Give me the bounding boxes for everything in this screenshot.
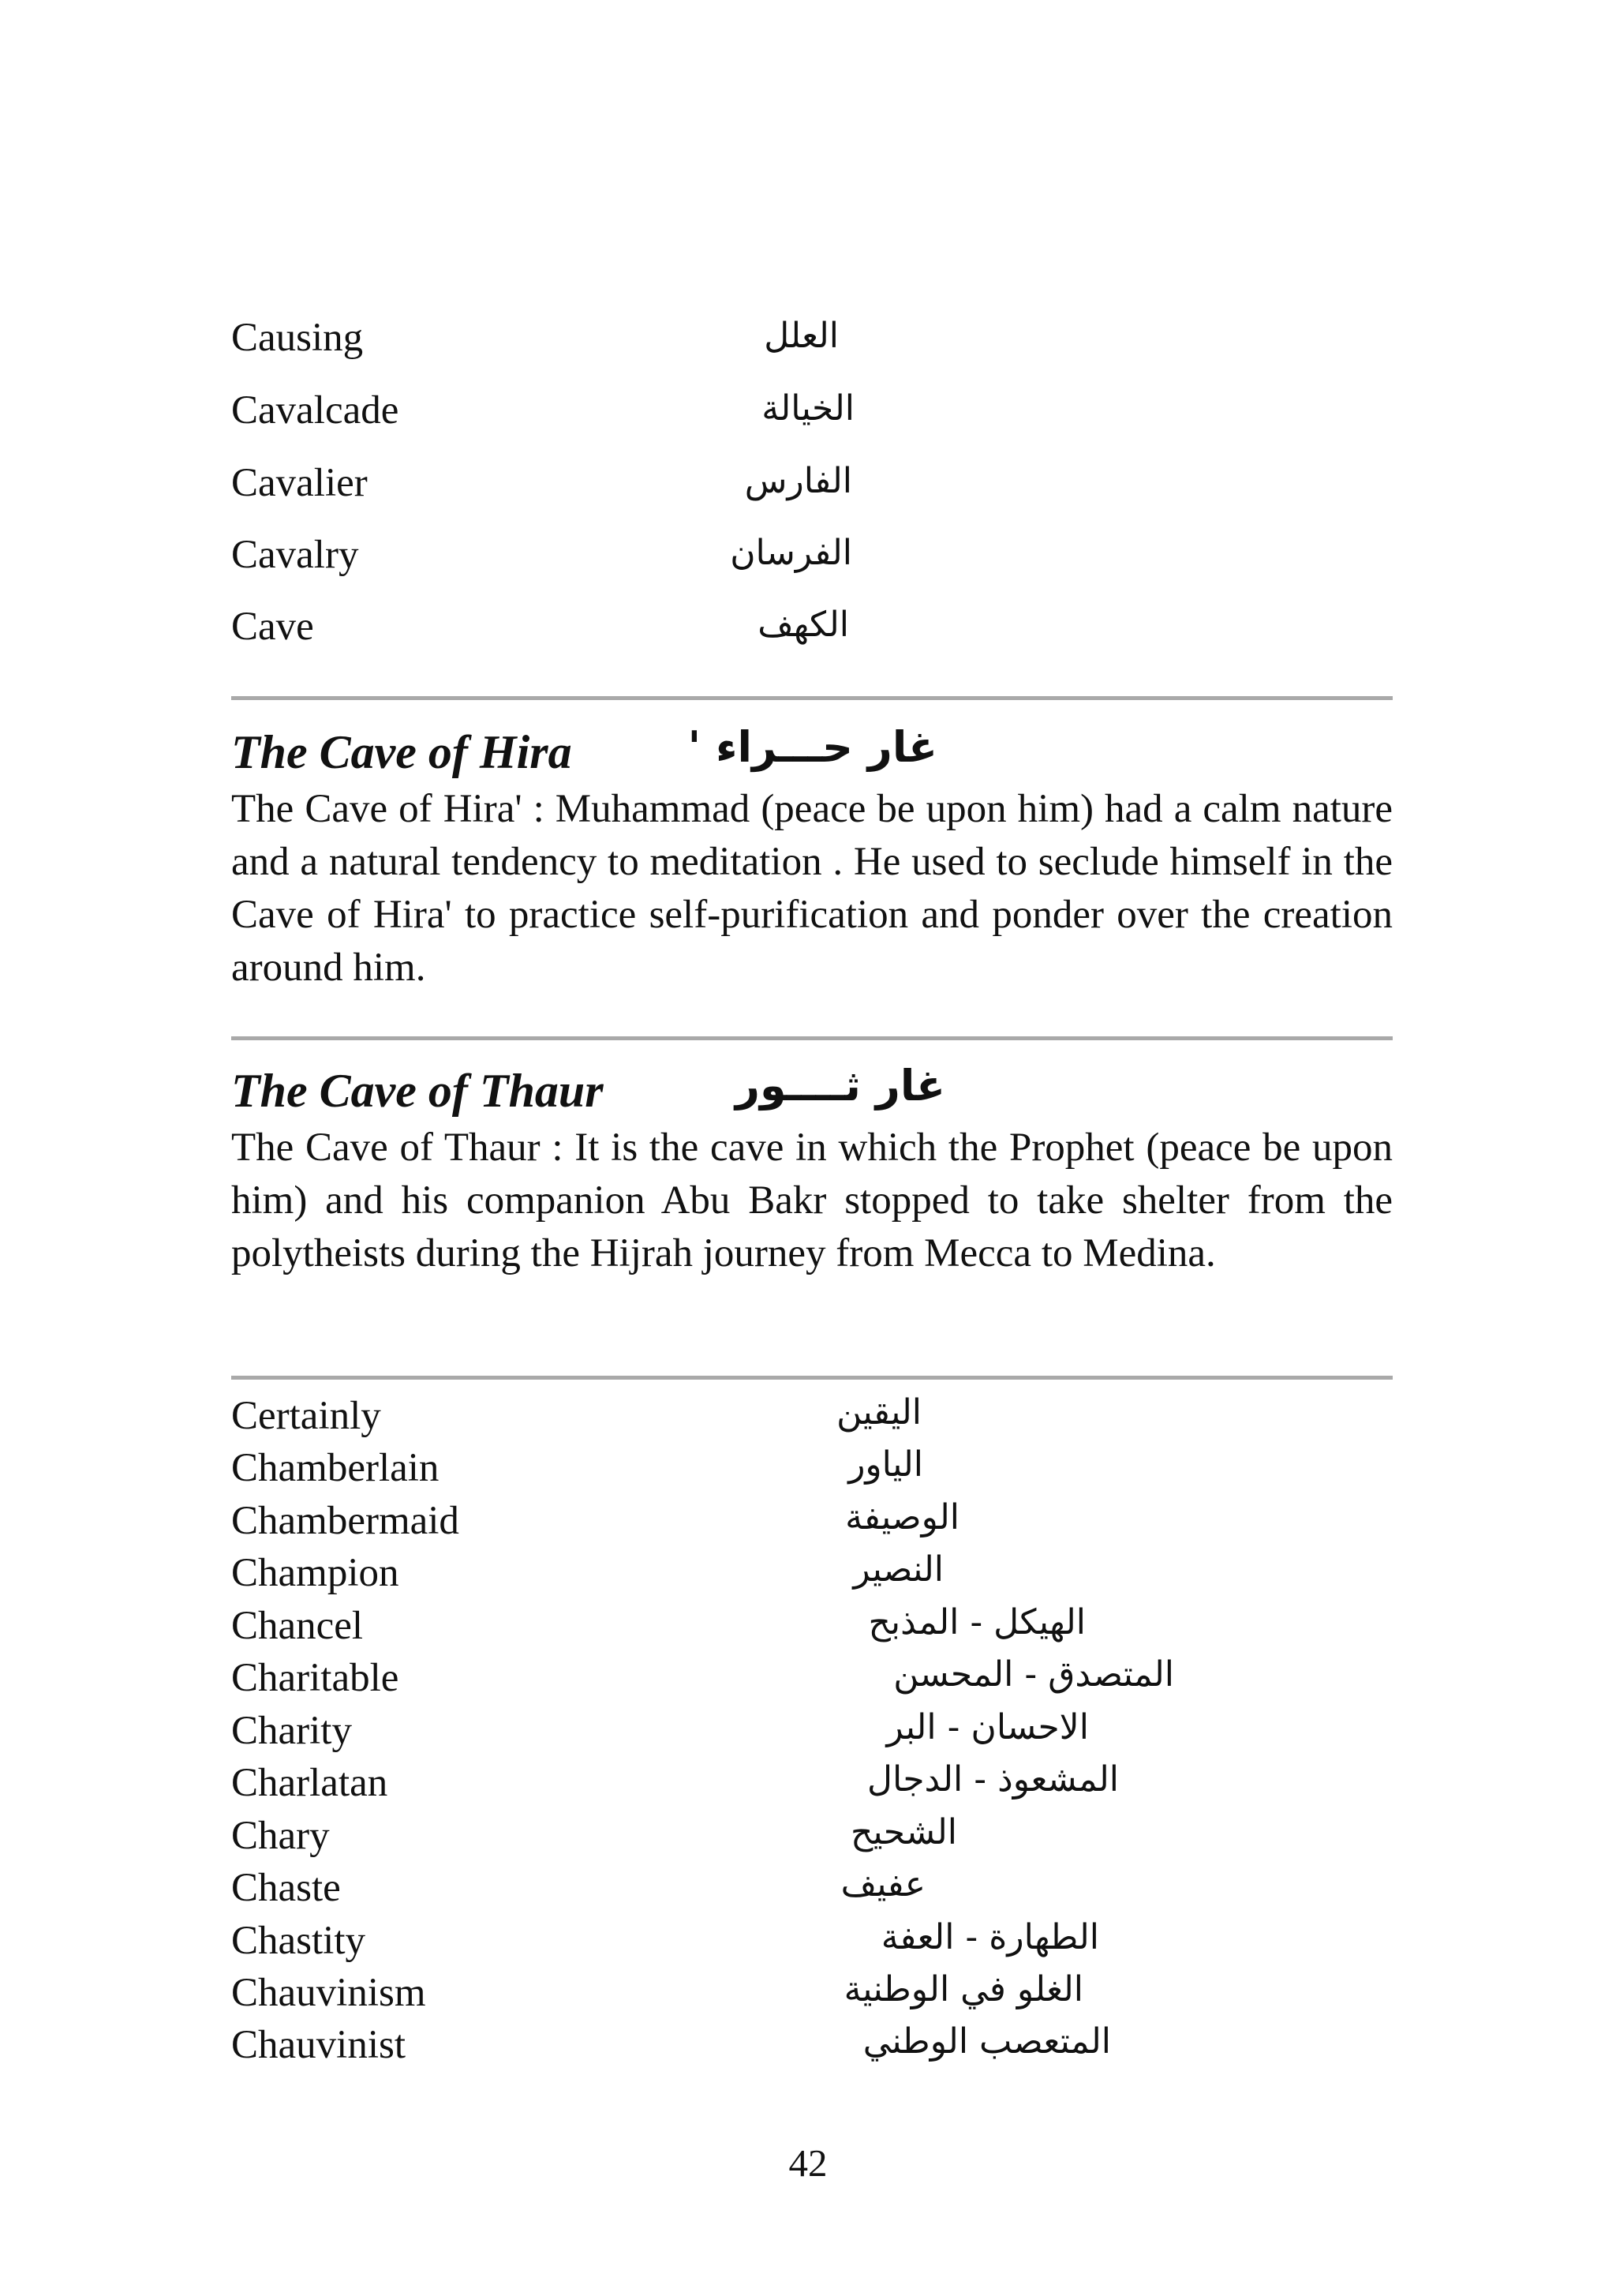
term-ar: الوصيفة bbox=[845, 1497, 960, 1538]
term-ar: الهيكل - المذبح bbox=[868, 1602, 1086, 1642]
term-ar: المتعصب الوطني bbox=[862, 2021, 1111, 2062]
term-ar: الاحسان - البر bbox=[886, 1707, 1089, 1747]
section-title-ar: غار ثــــور bbox=[735, 1061, 945, 1111]
term-en: Charlatan bbox=[231, 1761, 388, 1805]
term-en: Charity bbox=[231, 1709, 352, 1753]
term-ar: المتصدق - المحسن bbox=[893, 1654, 1174, 1695]
term-ar: الخيالة bbox=[761, 388, 855, 429]
section-title: The Cave of Thaur bbox=[231, 1065, 604, 1117]
term-en: Chauvinist bbox=[231, 2023, 406, 2067]
term-en: Cave bbox=[231, 605, 314, 649]
term-en: Chambermaid bbox=[231, 1499, 459, 1543]
term-ar: الفارس bbox=[744, 461, 852, 501]
term-en: Chastity bbox=[231, 1919, 366, 1963]
section-body: The Cave of Hira' : Muhammad (peace be upon him) had a calm nature and a natural tendency to meditation . He used to seclude himself in the Cave of Hira' to practice self-purification and ponder over the creation around him. bbox=[231, 787, 1393, 990]
term-en: Chamberlain bbox=[231, 1446, 440, 1490]
term-ar: الشحيح bbox=[851, 1812, 957, 1852]
term-ar: الغلو في الوطنية bbox=[844, 1969, 1083, 2009]
term-en: Chaste bbox=[231, 1866, 341, 1910]
term-en: Certainly bbox=[231, 1394, 381, 1438]
term-en: Cavalcade bbox=[231, 388, 399, 433]
term-ar: الكهف bbox=[758, 605, 849, 645]
page-number: 42 bbox=[788, 2141, 828, 2185]
term-en: Cavalier bbox=[231, 461, 368, 505]
section-body: The Cave of Thaur : It is the cave in which the Prophet (peace be upon him) and his companion Abu Bakr stopped to take shelter from the polytheists during the Hijrah journey from Mecca to Medina. bbox=[231, 1126, 1393, 1275]
term-ar: الياور bbox=[848, 1444, 923, 1485]
term-ar: الطهارة - العفة bbox=[881, 1917, 1099, 1957]
term-ar: المشعوذ - الدجال bbox=[866, 1759, 1119, 1800]
term-en: Charitable bbox=[231, 1656, 399, 1700]
section-divider bbox=[231, 1036, 1393, 1040]
section-divider bbox=[231, 696, 1393, 700]
section-title: The Cave of Hira bbox=[231, 726, 572, 778]
term-en: Causing bbox=[231, 316, 364, 360]
term-en: Chauvinism bbox=[231, 1971, 426, 2015]
term-en: Cavalry bbox=[231, 533, 359, 577]
term-ar: عفيف bbox=[840, 1864, 926, 1905]
term-en: Chancel bbox=[231, 1604, 364, 1648]
section-divider bbox=[231, 1376, 1393, 1380]
section-title-ar: غار حـــراء ' bbox=[687, 722, 937, 772]
term-ar: اليقين bbox=[836, 1392, 922, 1433]
term-ar: العلل bbox=[764, 316, 839, 356]
term-ar: النصير bbox=[853, 1549, 944, 1590]
term-en: Chary bbox=[231, 1814, 330, 1858]
term-en: Champion bbox=[231, 1551, 399, 1595]
term-ar: الفرسان bbox=[730, 533, 852, 573]
